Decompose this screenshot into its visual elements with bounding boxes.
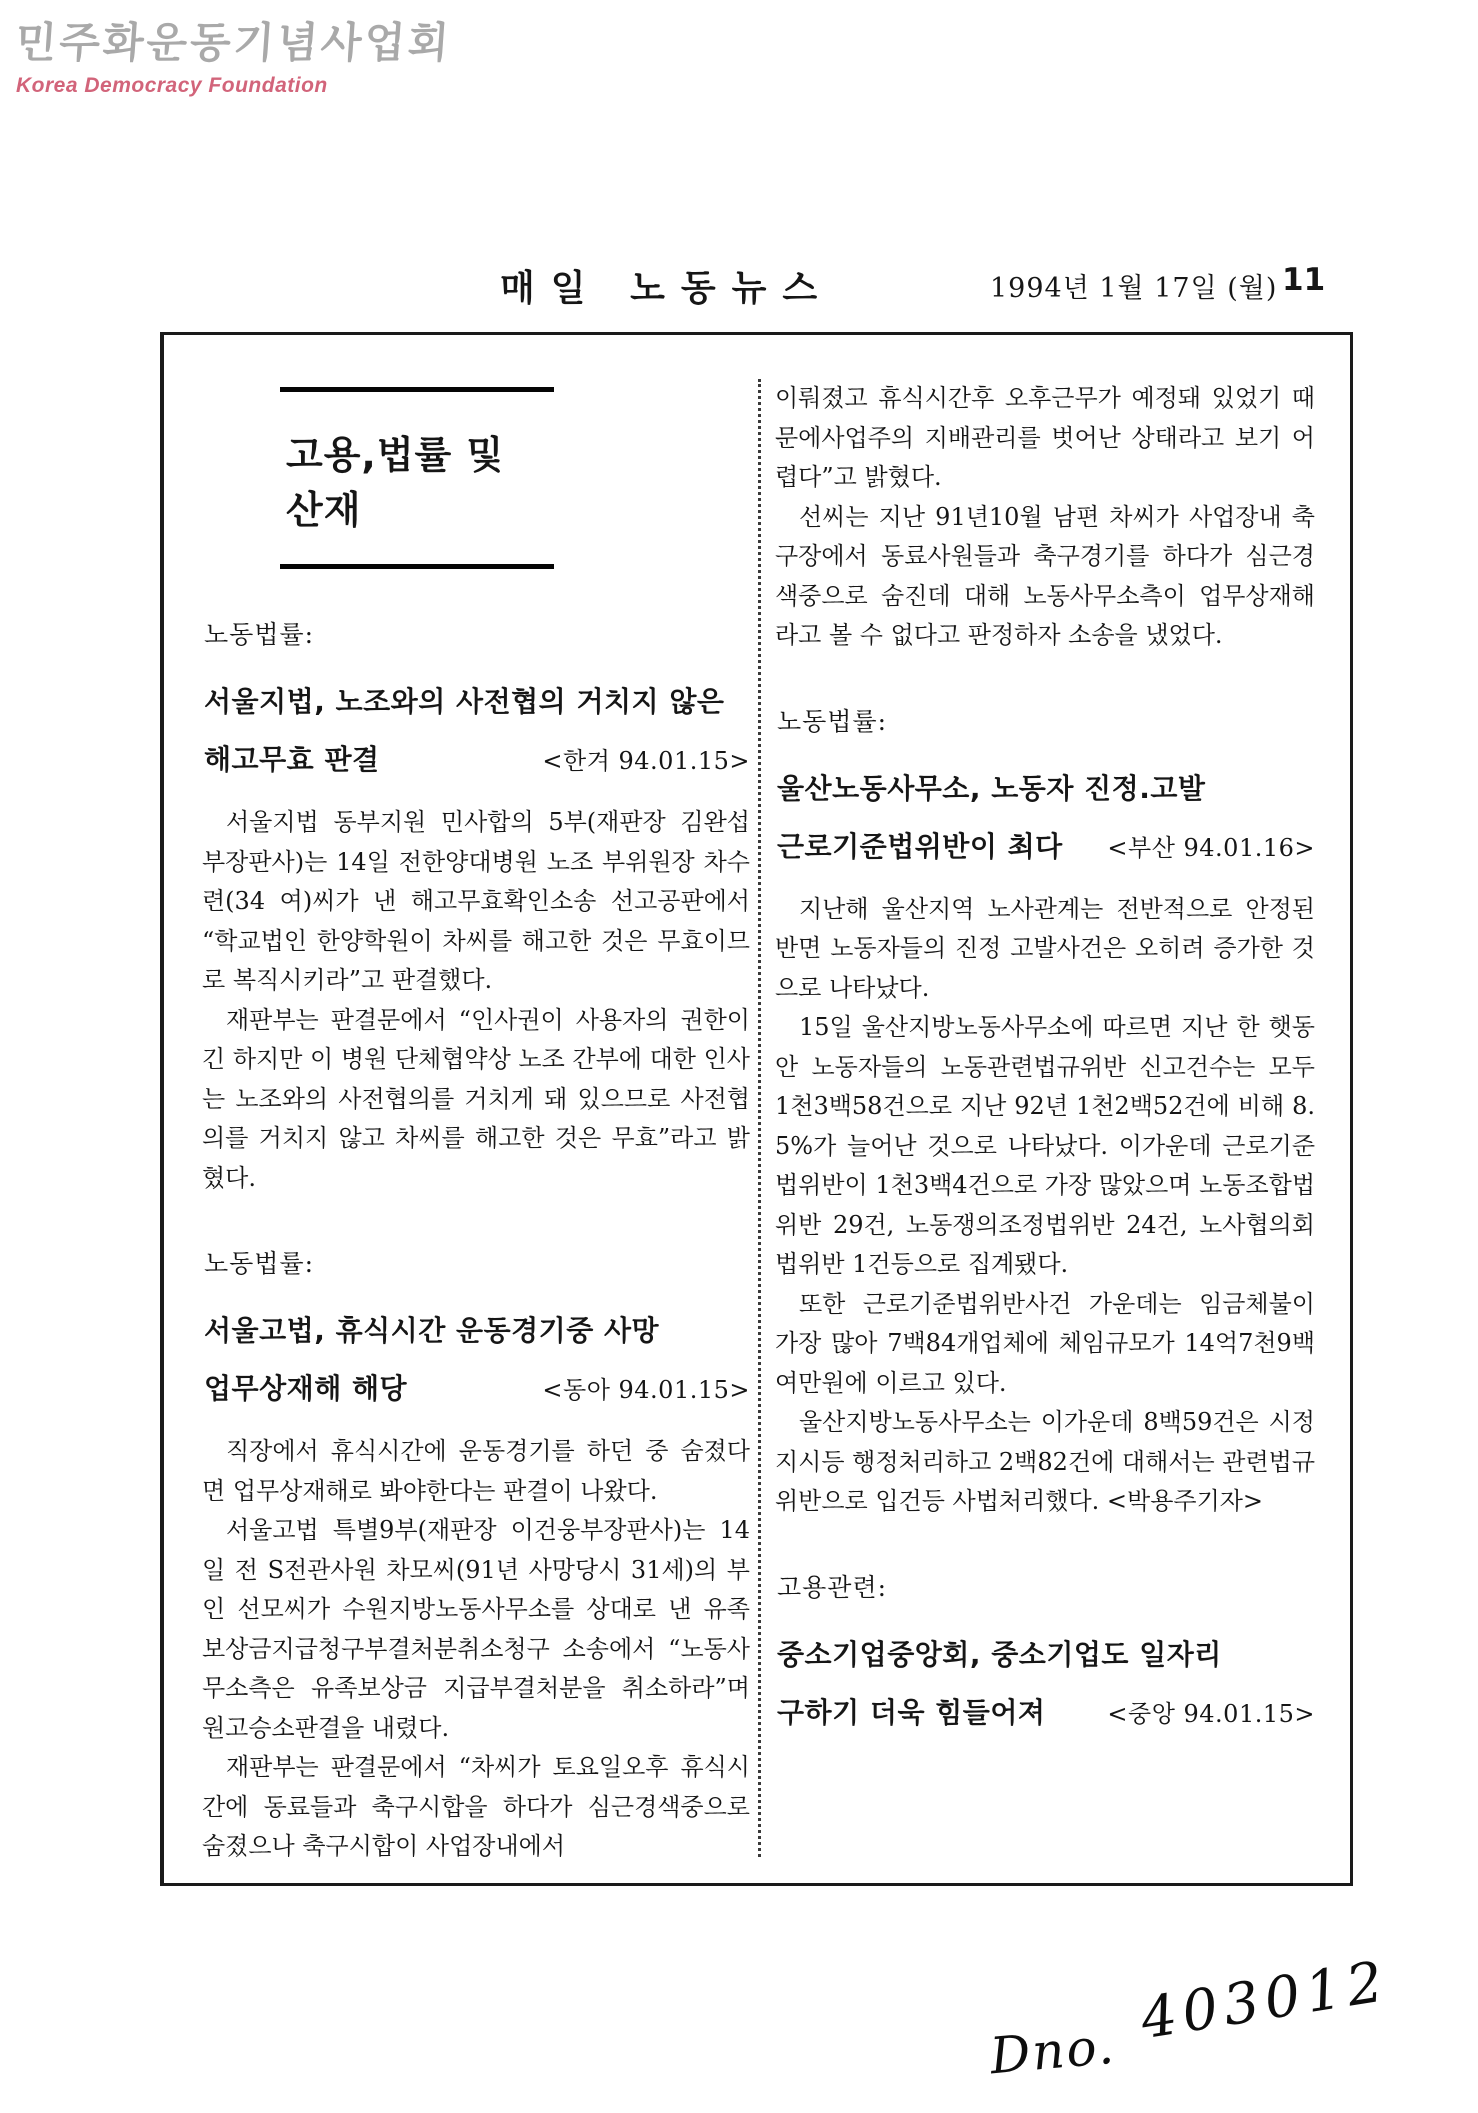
handwritten-archive-number: 403012 [1136,1948,1394,2053]
section-title: 고용,법률 및 산재 [286,433,505,532]
article-paragraph: 재판부는 판결문에서 “차씨가 토요일오후 휴식시간에 동료들과 축구시합을 하다가 심근경색중으로 숨졌으나 축구시합이 사업장내에서 [202,1753,750,1860]
left-column [202,335,750,1883]
article-paragraph: 15일 울산지방노동사무소에 따르면 지난 한 햇동안 노동자들의 노동관련법규위반 신고건수는 모두 1천3백58건으로 지난 92년 1천2백52건에 비해 8.5%가 늘어난 것으로 나타났다. 이가운데 근로기준법위반이 1천3백4건으로 가장 많았으며 노동조합법위반 29건, 노동쟁의조정법위반 24건, 노사협의회법위반 1건등으로 집계됐다. [775,1013,1316,1278]
article-paragraph: 선씨는 지난 91년10월 남편 차씨가 사업장내 축구장에서 동료사원들과 축구경기를 하다가 심근경색중으로 숨진데 대해 노동사무소측이 업무상재해라고 볼 수 없다고 판정하자 소송을 냈었다. [775,502,1315,649]
headline-line: 근로기준법위반이 최다 [777,829,1063,863]
right-column [758,379,1315,1857]
foundation-logo [16,10,452,98]
source-credit: <동아 94.01.15> [542,1376,750,1404]
headline-line: 서울고법, 휴식시간 운동경기중 사망 [204,1314,660,1347]
handwritten-annotation-prefix: Dno. [987,2016,1118,2086]
foundation-logo-korean: 민주화운동기념사업회 [14,18,454,67]
headline-line: 해고무효 판결 [204,743,380,776]
article-paragraph: 지난해 울산지역 노사관계는 전반적으로 안정된 반면 노동자들의 진정 고발사건은 오히려 증가한 것으로 나타났다. [775,894,1315,1002]
article-kicker: 노동법률: [777,706,888,736]
article-paragraph: 직장에서 휴식시간에 운동경기를 하던 중 숨졌다면 업무상재해로 봐야한다는 판결이 나왔다. [202,1437,750,1505]
article [202,615,750,1198]
headline-line: 구하기 더욱 힘들어져 [777,1695,1046,1729]
masthead [0,258,1478,309]
article-headline [777,760,1315,876]
source-credit: <중앙 94.01.15> [1107,1699,1315,1728]
article-paragraph: 이뤄졌고 휴식시간후 오후근무가 예정돼 있었기 때문에사업주의 지배관리를 벗어난 상태라고 보기 어렵다”고 밝혔다. [775,384,1315,491]
article [202,1244,750,1867]
newspaper-title: 매일 노동뉴스 [500,267,834,309]
headline-line: 중소기업중앙회, 중소기업도 일자리 [777,1637,1222,1671]
article-continuation [775,379,1315,656]
article-paragraph: 또한 근로기준법위반사건 가운데는 임금체불이 가장 많아 7백84개업체에 체임규모가 14억7천9백여만원에 이르고 있다. [775,1289,1315,1397]
source-credit: <한겨 94.01.15> [542,747,750,775]
article-page-box [160,332,1353,1886]
headline-line: 울산노동사무소, 노동자 진정.고발 [777,771,1206,805]
article-kicker: 노동법률: [204,1249,315,1278]
headline-line: 업무상재해 해당 [204,1372,408,1405]
article [775,1568,1315,1742]
source-credit: <부산 94.01.16> [1107,833,1315,862]
article-kicker: 고용관련: [777,1572,888,1602]
headline-line: 서울지법, 노조와의 사전협의 거치지 않은 [204,685,725,718]
section-title-box [280,387,554,569]
article [775,702,1315,1522]
article-paragraph: 울산지방노동사무소는 이가운데 8백59건은 시정지시등 행정처리하고 2백82건에 대해서는 관련법규위반으로 입건등 사법처리했다. <박용주기자> [775,1408,1316,1515]
page-number: 11 [1282,262,1326,298]
article-headline [204,673,750,789]
article-paragraph: 서울지법 동부지원 민사합의 5부(재판장 김완섭 부장판사)는 14일 전한양대병원 노조 부위원장 차수련(34 여)씨가 낸 해고무효확인소송 선고공판에서 “학교법인 한양학원이 차씨를 해고한 것은 무효이므로 복직시키라”고 판결했다. [202,808,750,994]
issue-date: 1994년 1월 17일 (월) [990,273,1278,304]
article-headline [777,1626,1315,1742]
article-kicker: 노동법률: [204,620,315,649]
article-paragraph: 재판부는 판결문에서 “인사권이 사용자의 권한이긴 하지만 이 병원 단체협약상 노조 간부에 대한 인사는 노조와의 사전협의를 거치게 돼 있으므로 사전협의를 거치지 않고 차씨를 해고한 것은 무효”라고 밝혔다. [202,1005,750,1192]
article-headline [204,1302,750,1418]
foundation-logo-english: Korea Democracy Foundation [16,74,328,97]
article-paragraph: 서울고법 특별9부(재판장 이건웅부장판사)는 14일 전 S전관사원 차모씨(91년 사망당시 31세)의 부인 선모씨가 수원지방노동사무소를 상대로 낸 유족보상금지급청구부결처분취소청구 소송에서 “노동사무소측은 유족보상금 지급부결처분을 취소하라”며 원고승소판결을 내렸다. [202,1516,750,1742]
